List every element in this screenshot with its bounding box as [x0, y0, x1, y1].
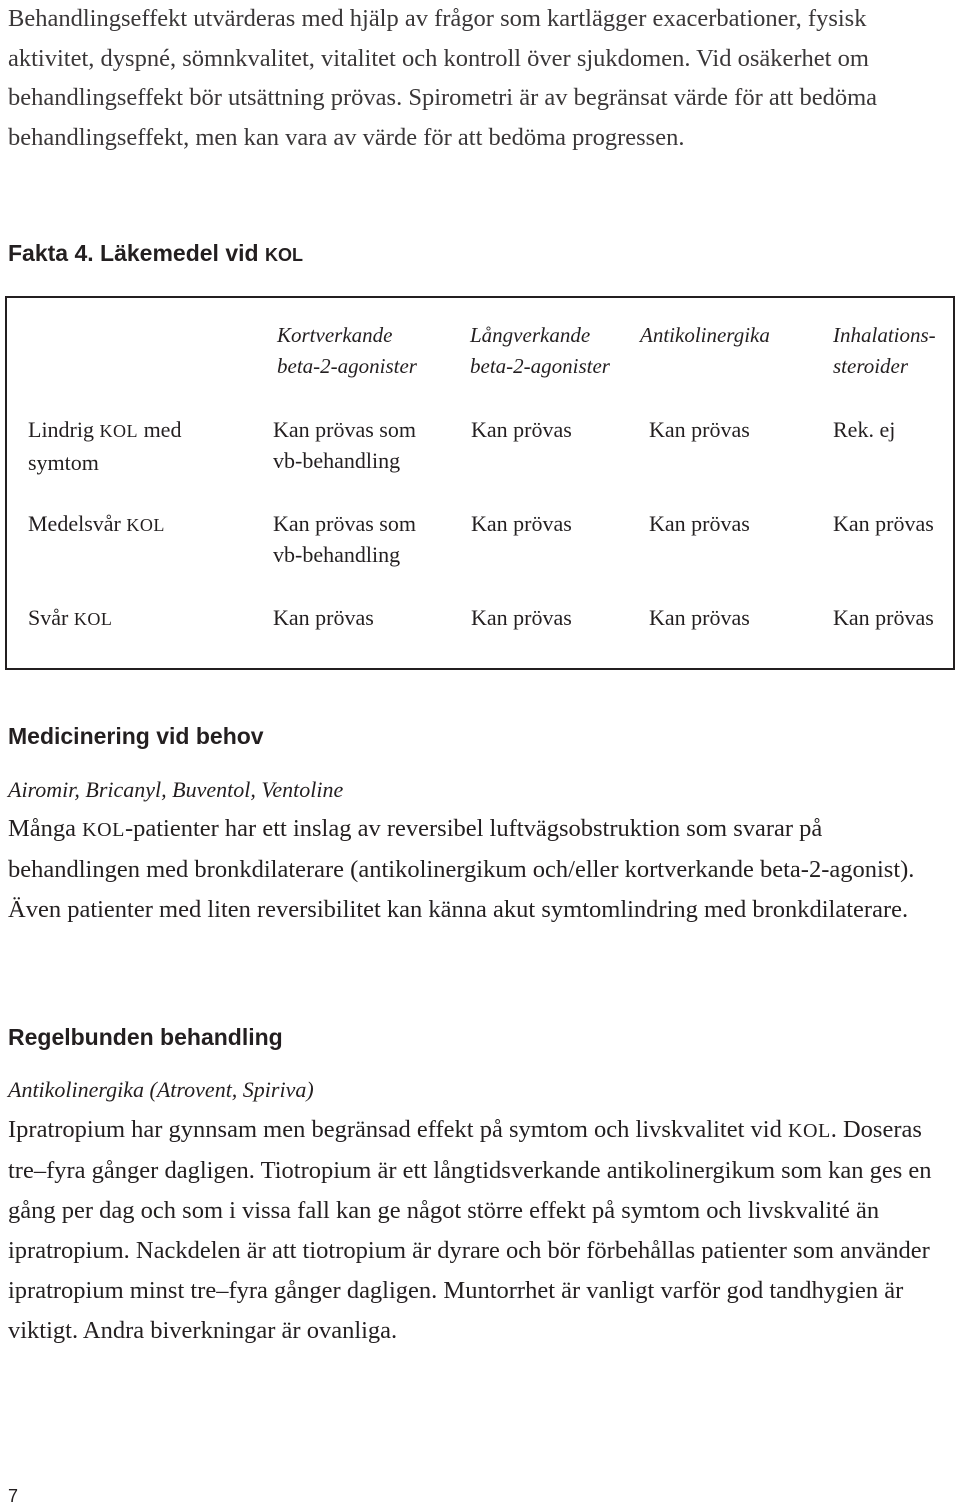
cell-line: Kan prövas — [273, 605, 374, 630]
section-drugs-medicinering: Airomir, Bricanyl, Buventol, Ventoline — [8, 777, 344, 802]
row-label-text: med — [138, 417, 182, 442]
cell-line: Rek. ej — [833, 417, 896, 442]
table-cell — [273, 508, 416, 570]
row-label-lindrig — [28, 414, 181, 478]
cell-line: Kan prövas som — [273, 417, 416, 442]
table-cell — [649, 508, 750, 539]
header-line: Inhalations- — [833, 323, 936, 347]
cell-line: Kan prövas — [833, 511, 934, 536]
header-line: Långverkande — [470, 323, 591, 347]
row-label-text: Lindrig — [28, 417, 100, 442]
table-cell — [273, 602, 374, 633]
cell-line: Kan prövas — [833, 605, 934, 630]
section-heading-regelbunden: Regelbunden behandling — [8, 1024, 283, 1050]
table-cell — [649, 414, 750, 445]
row-label-kol: KOL — [126, 515, 165, 535]
cell-line: Kan prövas — [471, 417, 572, 442]
header-line: Antikolinergika — [640, 323, 770, 347]
cell-line: vb-behandling — [273, 542, 401, 567]
body-text: Många — [8, 815, 83, 842]
header-kortverkande — [277, 320, 417, 382]
row-label-medelsvar — [28, 508, 165, 541]
intro-paragraph: Behandlingseffekt utvärderas med hjälp av frågor som kartlägger exacerbationer, fysisk aktivitet, dyspné, sömnkvalitet, vitalitet och kontroll över sjukdomen. Vid osäkerhet om behandlingseffekt bör utsättning prövas. Spirometri är av begränsat värde för att bedöma behandlingseffekt, men kan vara av värde för att bedöma progressen. — [8, 5, 878, 151]
table-cell — [649, 602, 750, 633]
page-number: 7 — [8, 1486, 19, 1506]
header-line: steroider — [833, 354, 909, 378]
table-cell — [471, 602, 572, 633]
row-label-text: Medelsvår — [28, 511, 127, 536]
section-drugs-regelbunden: Antikolinergika (Atrovent, Spiriva) — [8, 1077, 314, 1102]
cell-line: Kan prövas — [471, 511, 572, 536]
body-text: . Doseras tre–fyra gånger dagligen. Tiotropium är ett långtidsverkande antikolinergikum som kan ges en gång per dag och som i vissa fall kan ge något större effekt på symtom och livskvalité än ipratropium. Nackdelen är att tiotropium är dyrare och bör förbehållas patienter som använder ipratropium minst tre–fyra gånger dagligen. Muntorrhet är vanligt varför god tandhygien är viktigt. Andra biverkningar är ovanliga. — [8, 1116, 932, 1344]
fact-box-title — [8, 240, 303, 267]
table-cell — [471, 508, 572, 539]
body-text: -patienter har ett inslag av reversibel luftvägsobstruktion som svarar på behandlingen med bronkdilaterare (antikolinergikum och/eller kortverkande beta-2-agonist). Även patienter med liten reversibilitet kan känna akut symtomlindring med bronkdilaterare. — [8, 815, 915, 923]
fact-title-text: Fakta 4. Läkemedel vid — [8, 240, 259, 266]
body-kol: KOL — [82, 819, 125, 841]
header-inhalationssteroider — [833, 320, 936, 382]
table-cell — [471, 414, 572, 445]
row-label-kol: KOL — [73, 609, 113, 629]
body-kol: KOL — [787, 1120, 831, 1142]
header-line: beta-2-agonister — [277, 354, 417, 378]
table-cell — [833, 508, 934, 539]
header-langverkande — [470, 320, 610, 382]
table-cell — [833, 414, 895, 445]
cell-line: vb-behandling — [273, 448, 401, 473]
drug-table — [5, 296, 955, 670]
row-label-text: Svår — [28, 605, 74, 630]
header-line: beta-2-agonister — [470, 354, 610, 378]
cell-line: Kan prövas som — [273, 511, 416, 536]
section-body-regelbunden — [8, 1110, 960, 1351]
header-antikolinergika — [640, 320, 770, 351]
section-body-medicinering — [8, 809, 960, 930]
row-label-svar — [28, 602, 112, 635]
body-text: Ipratropium har gynnsam men begränsad effekt på symtom och livskvalitet vid — [8, 1116, 788, 1143]
section-heading-medicinering: Medicinering vid behov — [8, 723, 264, 749]
cell-line: Kan prövas — [649, 605, 750, 630]
table-cell — [833, 602, 934, 633]
fact-title-kol: KOL — [264, 245, 303, 265]
cell-line: Kan prövas — [649, 511, 750, 536]
row-label-text: symtom — [28, 450, 99, 475]
cell-line: Kan prövas — [471, 605, 572, 630]
table-cell — [273, 414, 416, 476]
header-line: Kortverkande — [277, 323, 393, 347]
cell-line: Kan prövas — [649, 417, 750, 442]
row-label-kol: KOL — [99, 421, 139, 441]
